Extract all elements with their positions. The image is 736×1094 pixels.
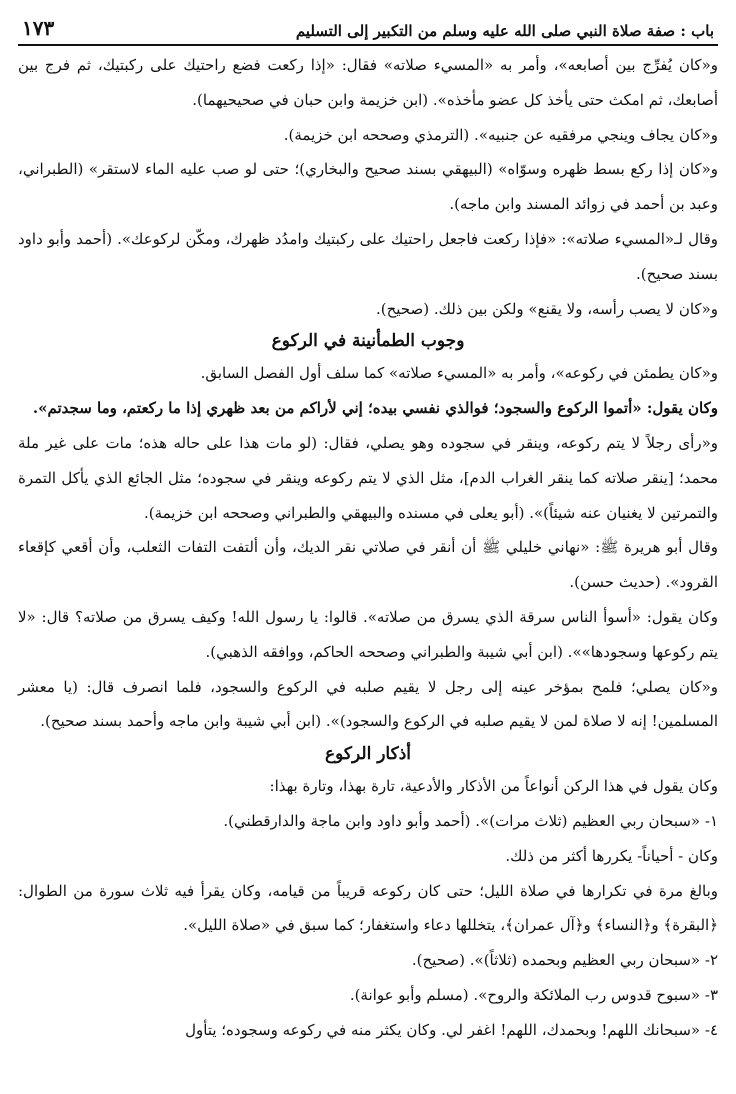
paragraph: و«كان يصلي؛ فلمح بمؤخر عينه إلى رجل لا يقيم صلبه في الركوع والسجود، فلما انصرف قال: (يا معشر المسلمين! إنه لا صلاة لمن لا يقيم صلبه في الركوع والسجود)». (ابن أبي شيبة وابن ماجه وأحمد بسند صحيح).: [18, 677, 718, 731]
paragraph: وقال أبو هريرة ﷺ: «نهاني خليلي ﷺ أن أنقر في صلاتي نقر الديك، وأن ألتفت التفات الثعلب، وأن أقعي كإقعاء القرود». (حديث حسن).: [18, 538, 718, 592]
section-heading-tranquility: وجوب الطمأنينة في الركوع: [271, 331, 465, 352]
page-header: [18, 14, 718, 46]
paragraph: وكان يقول: «أسوأ الناس سرقة الذي يسرق من صلاته». قالوا: يا رسول الله! وكيف يسرق من صلاته؟ قال: «لا يتم ركوعها وسجودها»». (ابن أبي شيبة والطبراني وصححه الحاكم، ووافقه الذهبي).: [18, 607, 718, 661]
paragraph: و«كان يجاف وينجي مرفقيه عن جنبيه». (الترمذي وصححه ابن خزيمة).: [283, 125, 718, 144]
paragraph: و«كان إذا ركع بسط ظهره وسوّاه» (البيهقي بسند صحيح والبخاري)؛ حتى لو صب عليه الماء لاستقر» (الطبراني، وعبد بن أحمد في زوائد المسند وابن ماجه).: [18, 160, 718, 214]
paragraph: وكان - أحياناً- يكررها أكثر من ذلك.: [505, 846, 718, 865]
paragraph: و«كان يطمئن في ركوعه»، وأمر به «المسيء صلاته» كما سلف أول الفصل السابق.: [200, 364, 718, 383]
page-number: ١٧٣: [22, 16, 55, 40]
list-item: ٤- «سبحانك اللهم! وبحمدك، اللهم! اغفر لي. وكان يكثر منه في ركوعه وسجوده؛ يتأول: [185, 1020, 718, 1039]
paragraph-bold: وكان يقول: «أتموا الركوع والسجود؛ فوالذي نفسي بيده؛ إني لأراكم من بعد ظهري إذا ما ركعتم، وما سجدتم».: [32, 399, 718, 418]
paragraph: و«رأى رجلاً لا يتم ركوعه، وينقر في سجوده وهو يصلي، فقال: (لو مات هذا على حاله هذه؛ مات على غير ملة محمد؛ [ينقر صلاته كما ينقر الغراب الدم]، مثل الذي لا يتم ركوعه وينقر في سجوده؛ مثل الجائع الذي يأكل التمرة والتمرتين لا يغنيان عنه شيئاً)». (أبو يعلى في مسنده والبيهقي والطبراني وصححه ابن خزيمة).: [18, 433, 718, 522]
paragraph: وكان يقول في هذا الركن أنواعاً من الأذكار والأدعية، تارة بهذا، وتارة بهذا:: [269, 777, 718, 796]
list-item: ١- «سبحان ربي العظيم (ثلاث مرات)». (أحمد وأبو داود وابن ماجة والدارقطني).: [223, 811, 718, 830]
list-item: ٣- «سبوح قدوس رب الملائكة والروح». (مسلم وأبو عوانة).: [349, 985, 718, 1004]
list-item: ٢- «سبحان ربي العظيم وبحمده (ثلاثاً)». (صحيح).: [411, 951, 718, 970]
paragraph: وقال لـ«المسيء صلاته»: «فإذا ركعت فاجعل راحتيك على ركبتيك وامدُد ظهرك، ومكّن لركوعك». (أحمد وأبو داود بسند صحيح).: [18, 229, 718, 283]
chapter-title: باب : صفة صلاة النبي صلى الله عليه وسلم من التكبير إلى التسليم: [295, 22, 714, 40]
paragraph: و«كان يُفرِّج بين أصابعه»، وأمر به «المسيء صلاته» فقال: «إذا ركعت فضع راحتيك على ركبتيك، ثم فرج بين أصابعك، ثم امكث حتى يأخذ كل عضو مأخذه». (ابن خزيمة وابن حبان في صحيحيهما).: [18, 56, 718, 109]
section-heading-adhkar: أذكار الركوع: [325, 744, 411, 765]
page-body: [18, 46, 718, 1048]
paragraph: وبالغ مرة في تكرارها في صلاة الليل؛ حتى كان ركوعه قريباً من قيامه، وكان يقرأ فيه ثلاث سورة من الطوال: ﴿البقرة﴾ و﴿النساء﴾ و﴿آل عمران﴾، يتخللها دعاء واستغفار؛ كما سبق في «صلاة الليل».: [18, 881, 718, 935]
paragraph: و«كان لا يصب رأسه، ولا يقنع» ولكن بين ذلك. (صحيح).: [375, 299, 718, 318]
